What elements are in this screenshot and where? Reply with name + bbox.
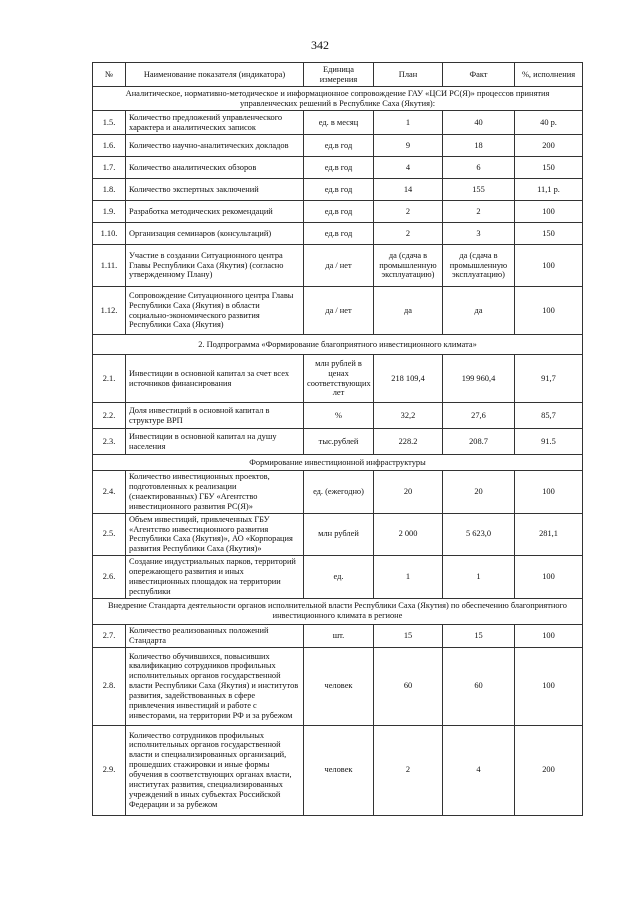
plan-value: 2 — [374, 201, 443, 223]
fact-value: 4 — [443, 725, 515, 815]
percent-value: 200 — [515, 725, 583, 815]
plan-value: 14 — [374, 179, 443, 201]
header-plan: План — [374, 63, 443, 87]
plan-value: да — [374, 287, 443, 335]
percent-value: 85,7 — [515, 403, 583, 429]
indicator-name: Количество инвестиционных проектов, подготовленных к реализации (снаектированных) ГБУ «Агентство инвестиционного развития РС(Я)» — [126, 471, 304, 514]
unit-cell: млн рублей — [304, 513, 374, 556]
fact-value: 27,6 — [443, 403, 515, 429]
unit-cell: ед. (ежегодно) — [304, 471, 374, 514]
table-row — [93, 624, 583, 647]
header-unit: Единица измерения — [304, 63, 374, 87]
row-number: 2.5. — [93, 513, 126, 556]
plan-value: да (сдача в промышленную эксплуатацию) — [374, 245, 443, 287]
fact-value: 6 — [443, 157, 515, 179]
row-number: 1.6. — [93, 135, 126, 157]
unit-cell: ед.в год — [304, 223, 374, 245]
row-number: 2.4. — [93, 471, 126, 514]
percent-value: 100 — [515, 201, 583, 223]
unit-cell: тыс.рублей — [304, 429, 374, 455]
table-row — [93, 647, 583, 725]
row-number: 2.3. — [93, 429, 126, 455]
indicator-name: Инвестиции в основной капитал на душу населения — [126, 429, 304, 455]
table-row — [93, 157, 583, 179]
unit-cell: да / нет — [304, 287, 374, 335]
percent-value: 100 — [515, 287, 583, 335]
plan-value: 1 — [374, 556, 443, 599]
indicator-name: Инвестиции в основной капитал за счет всех источников финансирования — [126, 355, 304, 403]
row-number: 1.8. — [93, 179, 126, 201]
section-row — [93, 335, 583, 355]
plan-value: 2 — [374, 725, 443, 815]
indicator-name: Участие в создании Ситуационного центра Главы Республики Саха (Якутия) (согласно утвержденному Плану) — [126, 245, 304, 287]
table-row — [93, 201, 583, 223]
row-number: 2.1. — [93, 355, 126, 403]
section-row — [93, 455, 583, 471]
row-number: 1.12. — [93, 287, 126, 335]
unit-cell: ед. в месяц — [304, 111, 374, 135]
indicator-name: Количество научно-аналитических докладов — [126, 135, 304, 157]
fact-value: 199 960,4 — [443, 355, 515, 403]
table-row — [93, 556, 583, 599]
unit-cell: ед.в год — [304, 157, 374, 179]
percent-value: 11,1 р. — [515, 179, 583, 201]
header-name: Наименование показателя (индикатора) — [126, 63, 304, 87]
percent-value: 281,1 — [515, 513, 583, 556]
table-row — [93, 111, 583, 135]
indicator-name: Количество аналитических обзоров — [126, 157, 304, 179]
fact-value: 5 623,0 — [443, 513, 515, 556]
row-number: 1.5. — [93, 111, 126, 135]
unit-cell: ед. — [304, 556, 374, 599]
percent-value: 100 — [515, 471, 583, 514]
plan-value: 4 — [374, 157, 443, 179]
unit-cell: человек — [304, 647, 374, 725]
fact-value: да — [443, 287, 515, 335]
plan-value: 9 — [374, 135, 443, 157]
fact-value: да (сдача в промышленную эксплуатацию) — [443, 245, 515, 287]
percent-value: 91,7 — [515, 355, 583, 403]
table-row — [93, 223, 583, 245]
row-number: 1.10. — [93, 223, 126, 245]
table-row — [93, 245, 583, 287]
table-row — [93, 135, 583, 157]
table-row — [93, 287, 583, 335]
unit-cell: ед.в год — [304, 201, 374, 223]
table-row — [93, 429, 583, 455]
unit-cell: да / нет — [304, 245, 374, 287]
fact-value: 155 — [443, 179, 515, 201]
row-number: 1.9. — [93, 201, 126, 223]
indicator-name: Сопровождение Ситуационного центра Главы Республики Саха (Якутия) в области социально-экономического развития Республики Саха (Якутия) — [126, 287, 304, 335]
plan-value: 2 000 — [374, 513, 443, 556]
percent-value: 91.5 — [515, 429, 583, 455]
row-number: 1.11. — [93, 245, 126, 287]
indicator-name: Количество реализованных положений Стандарта — [126, 624, 304, 647]
section-row — [93, 598, 583, 624]
percent-value: 150 — [515, 157, 583, 179]
header-num: № — [93, 63, 126, 87]
table-row — [93, 725, 583, 815]
percent-value: 100 — [515, 556, 583, 599]
section-row — [93, 87, 583, 111]
table-header-row — [93, 63, 583, 87]
percent-value: 200 — [515, 135, 583, 157]
plan-value: 218 109,4 — [374, 355, 443, 403]
fact-value: 2 — [443, 201, 515, 223]
indicator-name: Количество экспертных заключений — [126, 179, 304, 201]
fact-value: 40 — [443, 111, 515, 135]
percent-value: 100 — [515, 624, 583, 647]
unit-cell: млн рублей в ценах соответствующих лет — [304, 355, 374, 403]
fact-value: 208.7 — [443, 429, 515, 455]
section-title: Формирование инвестиционной инфраструктуры — [93, 455, 583, 471]
row-number: 2.6. — [93, 556, 126, 599]
section-title: Аналитическое, нормативно-методическое и информационное сопровождение ГАУ «ЦСИ РС(Я)» процессов принятия управленческих решений в Республике Саха (Якутия): — [93, 87, 583, 111]
plan-value: 15 — [374, 624, 443, 647]
row-number: 2.2. — [93, 403, 126, 429]
percent-value: 40 р. — [515, 111, 583, 135]
indicator-name: Доля инвестиций в основной капитал в структуре ВРП — [126, 403, 304, 429]
section-title: Внедрение Стандарта деятельности органов исполнительной власти Республики Саха (Якутия) по обеспечению благоприятного инвестиционного климата в регионе — [93, 598, 583, 624]
table-row — [93, 513, 583, 556]
percent-value: 150 — [515, 223, 583, 245]
page-number: 342 — [311, 38, 329, 52]
header-pct: %, исполнения — [515, 63, 583, 87]
unit-cell: человек — [304, 725, 374, 815]
fact-value: 60 — [443, 647, 515, 725]
indicator-name: Количество сотрудников профильных исполнительных органов государственной власти и специализированных организаций, прошедших стажировки и иные формы обучения в соответствующих органах власти, институтах развития, специализированных учреждений в иных субъектах Российской Федерации и за рубежом — [126, 725, 304, 815]
unit-cell: шт. — [304, 624, 374, 647]
indicator-name: Разработка методических рекомендаций — [126, 201, 304, 223]
indicator-name: Создание индустриальных парков, территорий опережающего развития и иных инвестиционных площадок на территории республики — [126, 556, 304, 599]
table-row — [93, 403, 583, 429]
indicator-name: Количество обучившихся, повысивших квалификацию сотрудников профильных исполнительных органов государственной власти Республики Саха (Якутия) и институтов развития, задействованных в сфере привлечения инвестиций и работе с инвесторами, на территории РФ и за рубежом — [126, 647, 304, 725]
plan-value: 32,2 — [374, 403, 443, 429]
indicator-name: Организация семинаров (консультаций) — [126, 223, 304, 245]
table-row — [93, 179, 583, 201]
row-number: 2.9. — [93, 725, 126, 815]
table-row — [93, 471, 583, 514]
indicator-name: Количество предложений управленческого характера и аналитических записок — [126, 111, 304, 135]
fact-value: 18 — [443, 135, 515, 157]
plan-value: 228.2 — [374, 429, 443, 455]
header-fact: Факт — [443, 63, 515, 87]
percent-value: 100 — [515, 647, 583, 725]
indicators-table — [92, 62, 583, 816]
fact-value: 1 — [443, 556, 515, 599]
row-number: 2.7. — [93, 624, 126, 647]
row-number: 1.7. — [93, 157, 126, 179]
plan-value: 20 — [374, 471, 443, 514]
plan-value: 2 — [374, 223, 443, 245]
unit-cell: ед.в год — [304, 179, 374, 201]
fact-value: 3 — [443, 223, 515, 245]
plan-value: 1 — [374, 111, 443, 135]
fact-value: 20 — [443, 471, 515, 514]
row-number: 2.8. — [93, 647, 126, 725]
indicator-name: Объем инвестиций, привлеченных ГБУ «Агентство инвестиционного развития Республики Саха (Якутия)», АО «Корпорация развития Республики Саха (Якутия)» — [126, 513, 304, 556]
table-row — [93, 355, 583, 403]
unit-cell: % — [304, 403, 374, 429]
unit-cell: ед.в год — [304, 135, 374, 157]
plan-value: 60 — [374, 647, 443, 725]
section-title: 2. Подпрограмма «Формирование благоприятного инвестиционного климата» — [93, 335, 583, 355]
percent-value: 100 — [515, 245, 583, 287]
fact-value: 15 — [443, 624, 515, 647]
